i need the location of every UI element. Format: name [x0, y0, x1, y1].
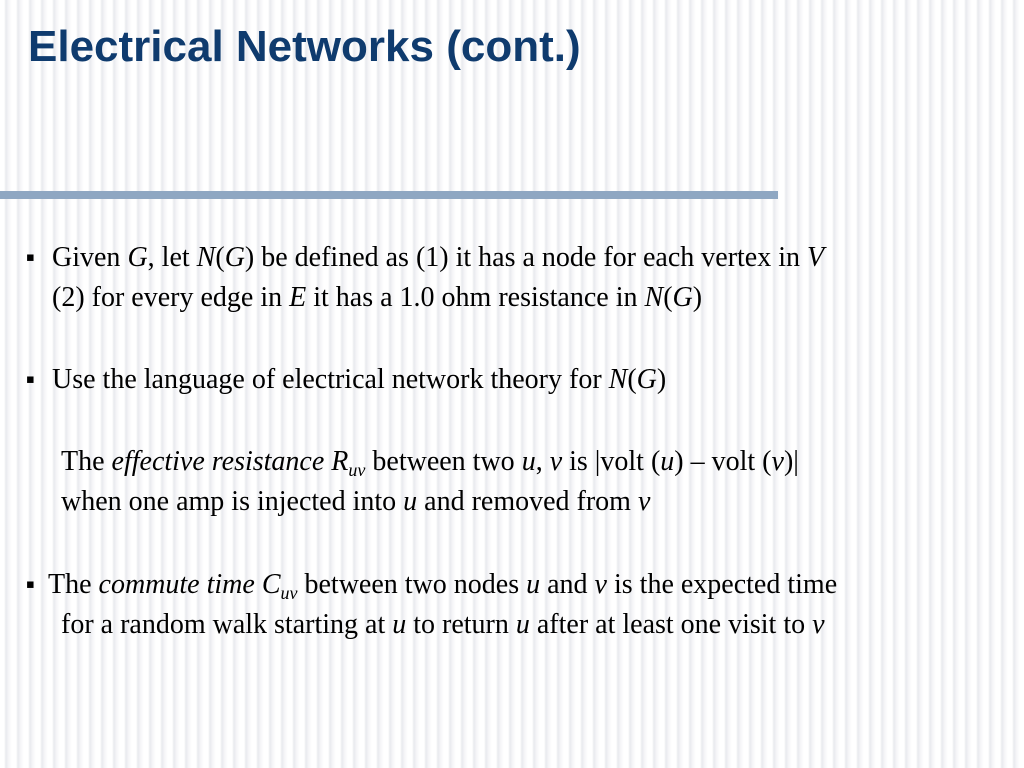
paragraph-line: when one amp is injected into u and removed from v [61, 486, 651, 517]
bullet-line: Use the language of electrical network theory for N(G) [52, 364, 667, 395]
title-divider [0, 191, 778, 199]
bullet-line: Given G, let N(G) be defined as (1) it has a node for each vertex in V [52, 242, 825, 273]
bullet-line: (2) for every edge in E it has a 1.0 ohm resistance in N(G) [52, 282, 703, 313]
square-bullet-icon: ▪ [26, 577, 35, 592]
slide-title: Electrical Networks (cont.) [28, 22, 581, 71]
bullet-network-theory [26, 360, 666, 400]
square-bullet-icon: ▪ [26, 372, 35, 387]
bullet-node-definition [26, 238, 824, 318]
bullet-line: for a random walk starting at u to return u after at least one visit to v [61, 609, 825, 640]
paragraph-line: The effective resistance $R_{uv}$ between two u, v is |volt (u) – volt (v)| [61, 446, 799, 480]
effective-resistance-paragraph [61, 442, 799, 522]
square-bullet-icon: ▪ [26, 250, 35, 265]
bullet-line: The commute time $C_{uv}$ between two nodes u and v is the expected time [48, 569, 838, 603]
bullet-commute-time [26, 565, 837, 645]
